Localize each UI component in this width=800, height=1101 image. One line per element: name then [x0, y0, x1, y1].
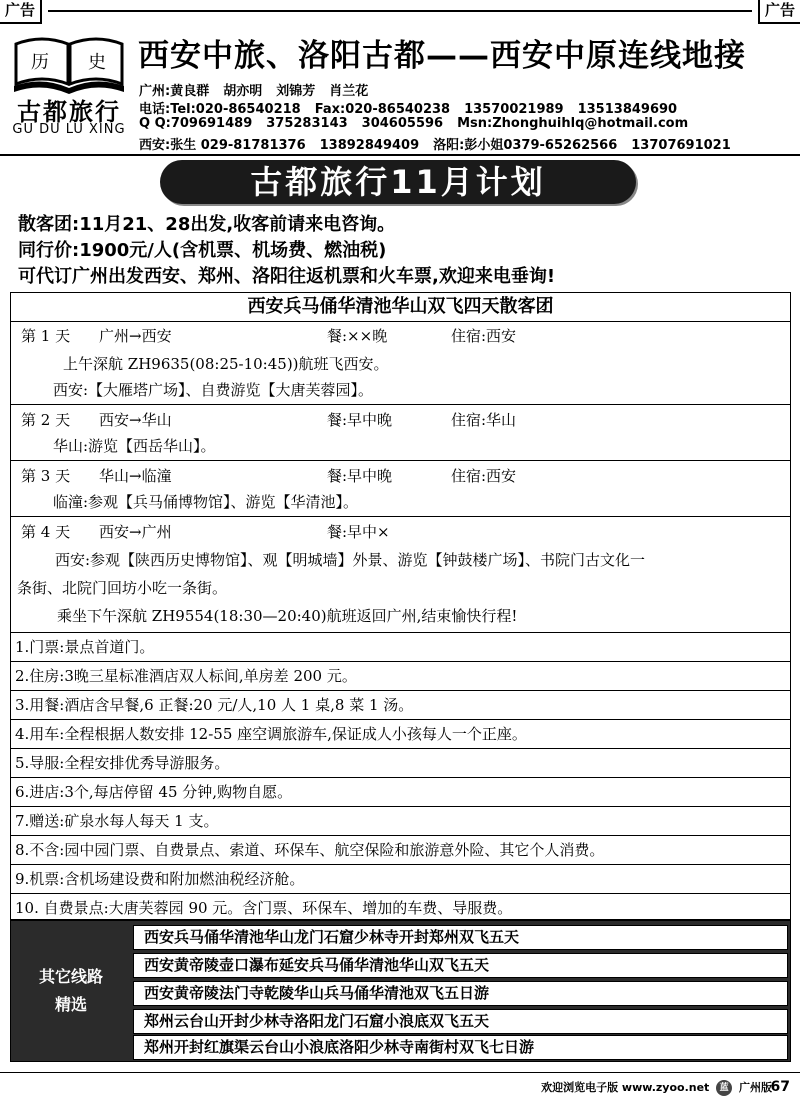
note-row: 6.进店:3个,每店停留 45 分钟,购物自愿。 [11, 778, 790, 807]
other-routes-box [10, 920, 791, 1062]
contact-line-phone: 电话:Tel:020-86540218 Fax:020-86540238 13570021989 13513849690 [139, 102, 678, 117]
logo-name-en: GU DU LU XING [12, 122, 126, 137]
note-row: 1.门票:景点首道门。 [11, 633, 790, 662]
day-detail: 华山:游览【西岳华山】。 [53, 437, 216, 455]
note-row: 9.机票:含机场建设费和附加燃油税经济舱。 [11, 865, 790, 894]
advert-header [0, 22, 800, 156]
page-footer [0, 1072, 800, 1101]
itinerary-day [11, 461, 790, 517]
day-meals: 餐:早中× [327, 523, 390, 541]
logo-name-cn: 古都旅行 [17, 98, 121, 126]
route-item: 郑州开封红旗渠云台山小浪底洛阳少林寺南街村双飞七日游 [133, 1035, 788, 1060]
day-number: 第 1 天 [21, 327, 71, 345]
day-number: 第 3 天 [21, 467, 71, 485]
contact-line-guangzhou: 广州:黄良群 胡亦明 刘锦芳 肖兰花 [139, 84, 369, 99]
itinerary-title: 西安兵马俑华清池华山双飞四天散客团 [11, 293, 790, 322]
route-item: 西安兵马俑华清池华山龙门石窟少林寺开封郑州双飞五天 [133, 925, 788, 950]
top-rule [48, 10, 752, 12]
day-meals: 餐:××晚 [327, 327, 388, 345]
day-detail: 西安:参观【陕西历史博物馆】、观【明城墙】外景、游览【钟鼓楼广场】、书院门古文化一 [55, 551, 646, 569]
open-book-icon [12, 30, 126, 94]
day-number: 第 4 天 [21, 523, 71, 541]
day-route: 西安→广州 [99, 523, 172, 541]
logo-book-left: 历 [31, 52, 49, 73]
day-lodging: 住宿:华山 [451, 411, 517, 429]
route-item: 西安黄帝陵法门寺乾陵华山兵马俑华清池双飞五日游 [133, 981, 788, 1006]
itinerary-day [11, 405, 790, 461]
day-detail: 上午深航 ZH9635(08:25-10:45))航班飞西安。 [63, 355, 389, 373]
note-row: 3.用餐:酒店含早餐,6 正餐:20 元/人,10 人 1 桌,8 菜 1 汤。 [11, 691, 790, 720]
day-meals: 餐:早中晚 [327, 411, 393, 429]
day-detail: 临潼:参观【兵马俑博物馆】、游览【华清池】。 [53, 493, 359, 511]
other-routes-label: 其它线路 精选 [38, 967, 103, 1014]
itinerary-day [11, 517, 790, 633]
day-route: 广州→西安 [99, 327, 172, 345]
day-number: 第 2 天 [21, 411, 71, 429]
logo-book-right: 史 [88, 52, 106, 73]
note-row: 7.赠送:矿泉水每人每天 1 支。 [11, 807, 790, 836]
company-logo [6, 28, 132, 148]
day-lodging: 住宿:西安 [451, 327, 517, 345]
publisher-badge-icon: 蓝 [716, 1080, 732, 1096]
itinerary-day [11, 321, 790, 405]
itinerary-table [10, 292, 791, 920]
route-item: 郑州云台山开封少林寺洛阳龙门石窟小浪底双飞五天 [133, 1009, 788, 1034]
ad-tag-left: 广告 [0, 0, 42, 24]
intro-line-1: 散客团:11月21、28出发,收客前请来电咨询。 [18, 214, 396, 235]
day-meals: 餐:早中晚 [327, 467, 393, 485]
route-item: 西安黄帝陵壶口瀑布延安兵马俑华清池华山双飞五天 [133, 953, 788, 978]
page-number: 67 [770, 1079, 790, 1095]
contact-line-xian: 西安:张生 029-81781376 13892849409 洛阳:彭小姐0379-65262566 13707691021 [139, 138, 731, 153]
note-row: 4.用车:全程根据人数安排 12-55 座空调旅游车,保证成人小孩每人一个正座。 [11, 720, 790, 749]
day-detail: 乘坐下午深航 ZH9554(18:30—20:40)航班返回广州,结束愉快行程! [57, 607, 518, 625]
note-row: 2.住房:3晚三星标准酒店双人标间,单房差 200 元。 [11, 662, 790, 691]
note-row: 10. 自费景点:大唐芙蓉园 90 元。含门票、环保车、增加的车费、导服费。 [15, 899, 513, 917]
header-title: 西安中旅、洛阳古都——西安中原连线地接 [138, 38, 746, 74]
plan-banner: 古都旅行11月计划 [160, 160, 636, 204]
intro-line-3: 可代订广州出发西安、郑州、洛阳往返机票和火车票,欢迎来电垂询! [18, 266, 556, 287]
contact-line-qq: Q Q:709691489 375283143 304605596 Msn:Zhonghuihlq@hotmail.com [139, 116, 689, 131]
footer-edition: 广州版 [739, 1081, 772, 1094]
day-detail: 条街、北院门回坊小吃一条街。 [17, 579, 228, 597]
day-lodging: 住宿:西安 [451, 467, 517, 485]
intro-line-2: 同行价:1900元/人(含机票、机场费、燃油税) [18, 240, 387, 261]
note-row: 5.导服:全程安排优秀导游服务。 [11, 749, 790, 778]
footer-website: 欢迎浏览电子版 www.zyoo.net [541, 1081, 710, 1094]
day-detail: 西安:【大雁塔广场】、自费游览【大唐芙蓉园】。 [53, 381, 374, 399]
ad-tag-right: 广告 [758, 0, 800, 24]
day-route: 华山→临潼 [99, 467, 172, 485]
note-row: 8.不含:园中园门票、自费景点、索道、环保车、航空保险和旅游意外险、其它个人消费。 [11, 836, 790, 865]
day-route: 西安→华山 [99, 411, 172, 429]
